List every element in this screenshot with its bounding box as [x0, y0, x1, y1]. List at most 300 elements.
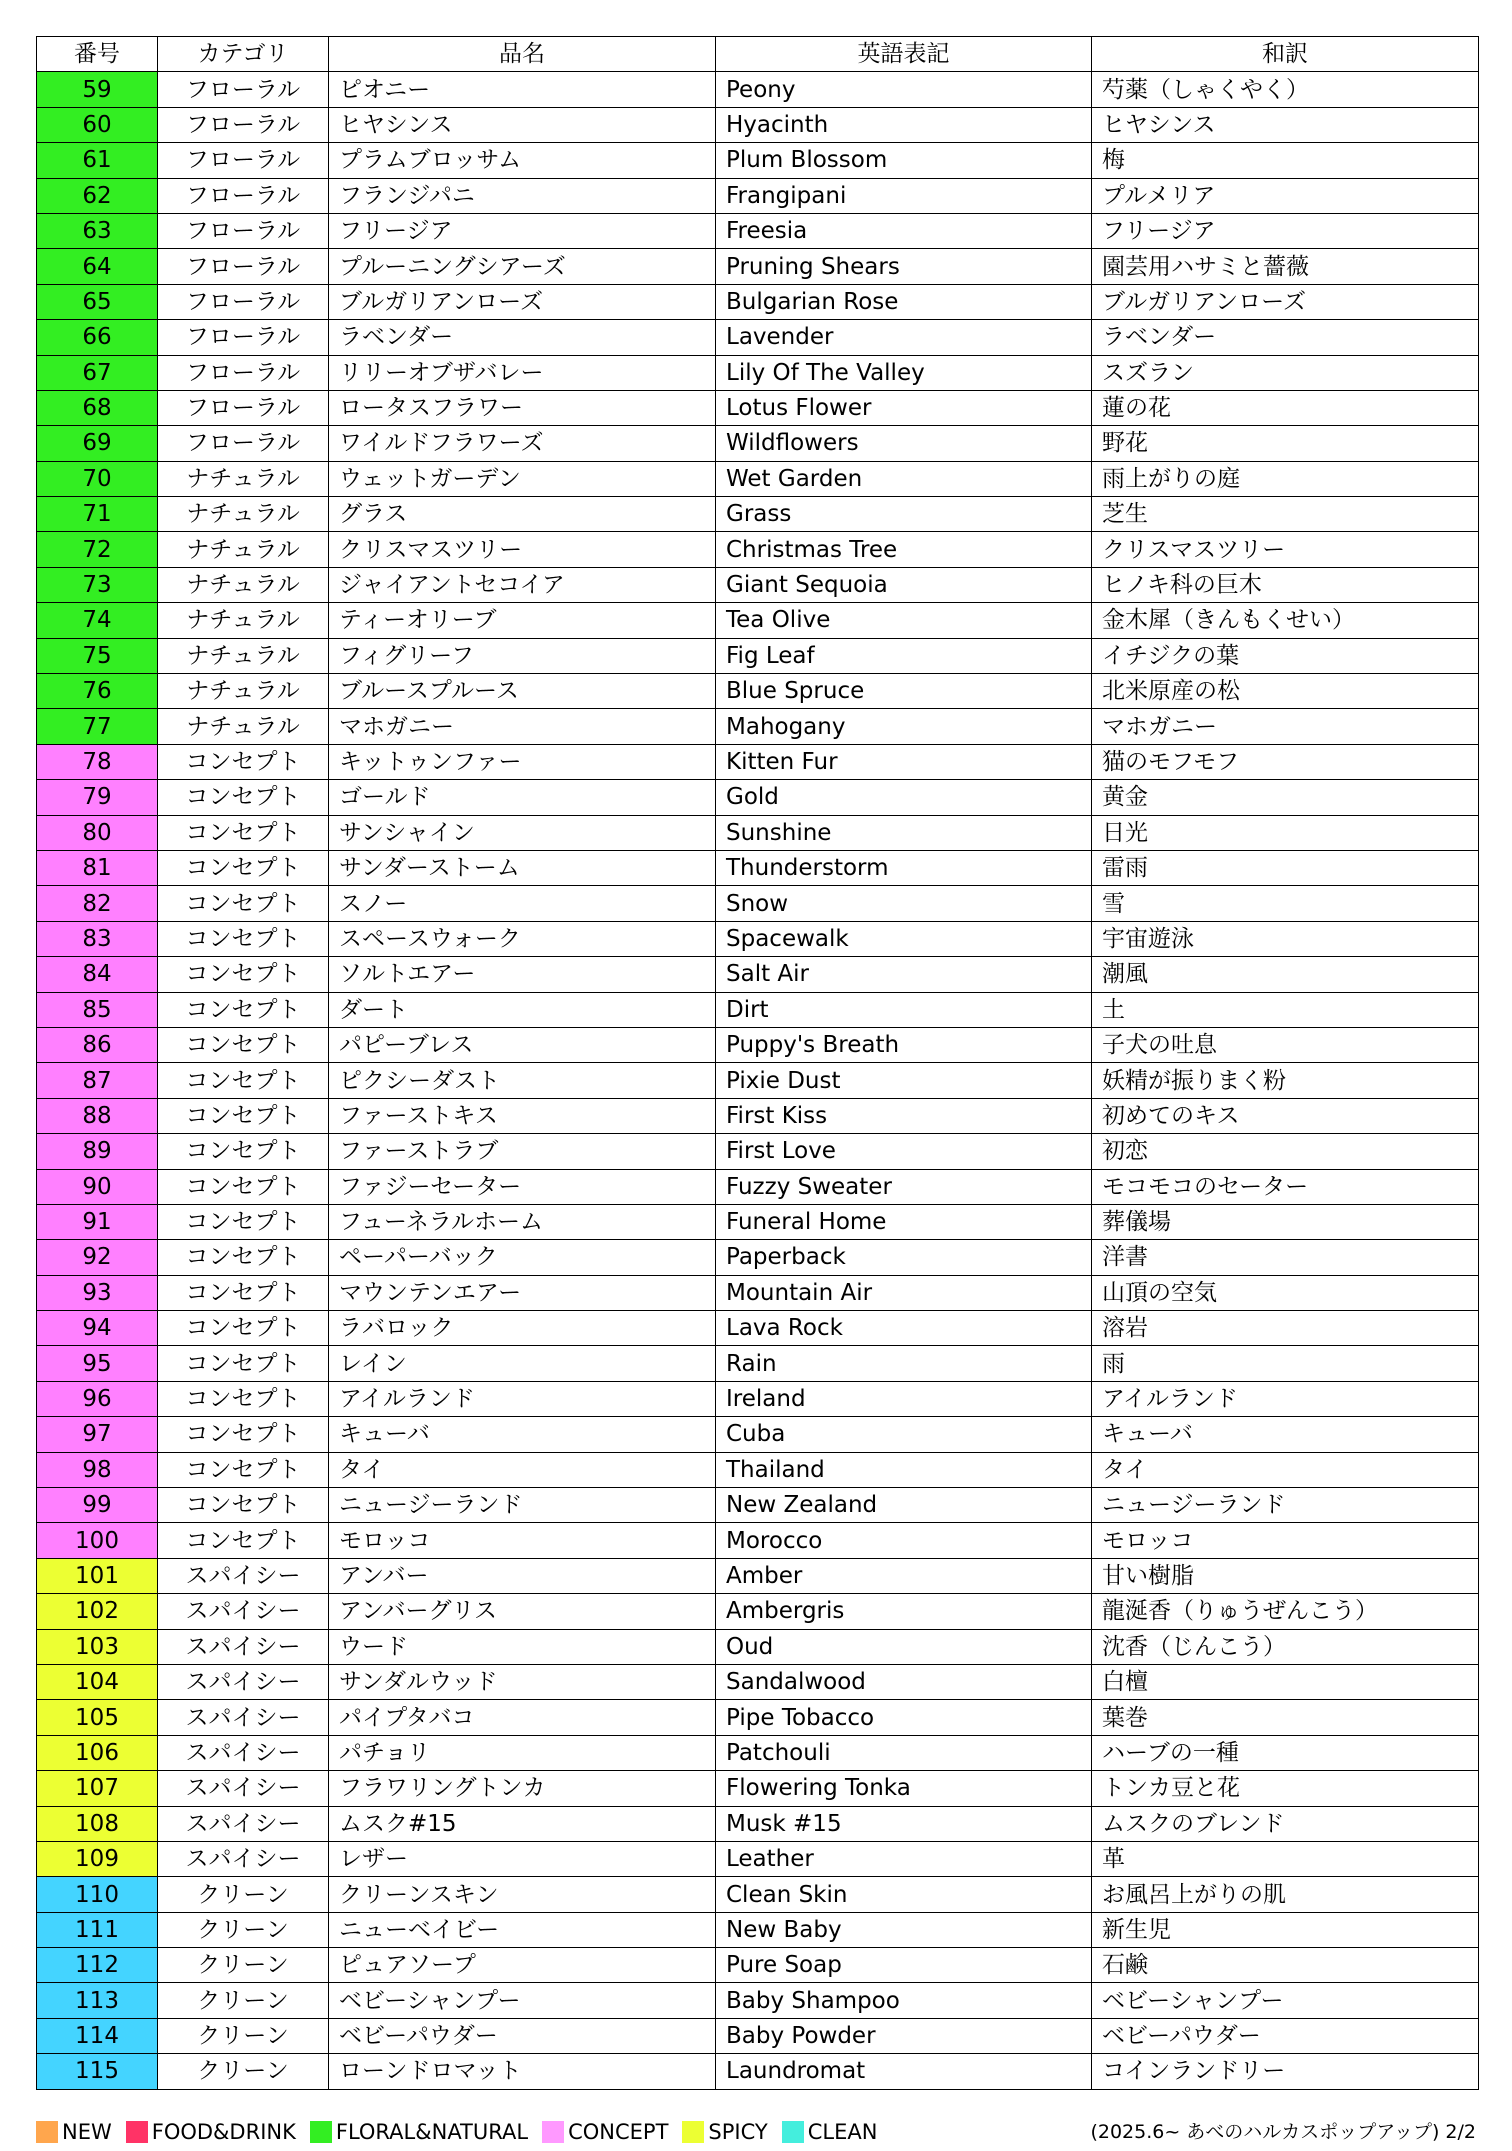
cell-category: スパイシー: [158, 1664, 329, 1699]
cell-category: コンセプト: [158, 1311, 329, 1346]
cell-category: スパイシー: [158, 1700, 329, 1735]
legend-label: SPICY: [708, 2120, 768, 2144]
cell-english-name: Laundromat: [716, 2054, 1092, 2089]
cell-category: フローラル: [158, 320, 329, 355]
cell-number: 64: [37, 249, 158, 284]
cell-product-name: サンシャイン: [329, 815, 716, 850]
cell-product-name: ベビーシャンプー: [329, 1983, 716, 2018]
cell-product-name: クリスマスツリー: [329, 532, 716, 567]
footer-note: (2025.6~ あべのハルカスポップアップ) 2/2: [1090, 2121, 1476, 2143]
cell-category: コンセプト: [158, 1098, 329, 1133]
cell-category: クリーン: [158, 2054, 329, 2089]
legend-label: FOOD&DRINK: [151, 2120, 296, 2144]
cell-category: フローラル: [158, 284, 329, 319]
cell-number: 110: [37, 1877, 158, 1912]
cell-japanese-translation: 芍薬（しゃくやく）: [1092, 72, 1479, 107]
cell-product-name: ロータスフラワー: [329, 390, 716, 425]
cell-product-name: ダート: [329, 992, 716, 1027]
cell-product-name: パチョリ: [329, 1735, 716, 1770]
cell-product-name: キューバ: [329, 1417, 716, 1452]
cell-japanese-translation: 梅: [1092, 143, 1479, 178]
cell-english-name: Puppy's Breath: [716, 1027, 1092, 1062]
table-row: [37, 355, 1479, 390]
table-row: [37, 1629, 1479, 1664]
cell-product-name: アイルランド: [329, 1381, 716, 1416]
table-row: [37, 850, 1479, 885]
cell-japanese-translation: お風呂上がりの肌: [1092, 1877, 1479, 1912]
cell-english-name: Funeral Home: [716, 1204, 1092, 1239]
cell-english-name: Wet Garden: [716, 461, 1092, 496]
cell-category: ナチュラル: [158, 603, 329, 638]
cell-number: 72: [37, 532, 158, 567]
cell-english-name: New Zealand: [716, 1488, 1092, 1523]
table-row: [37, 178, 1479, 213]
cell-japanese-translation: スズラン: [1092, 355, 1479, 390]
cell-english-name: Flowering Tonka: [716, 1771, 1092, 1806]
cell-english-name: Blue Spruce: [716, 674, 1092, 709]
cell-number: 105: [37, 1700, 158, 1735]
cell-product-name: フィグリーフ: [329, 638, 716, 673]
cell-japanese-translation: モロッコ: [1092, 1523, 1479, 1558]
cell-product-name: ベビーパウダー: [329, 2018, 716, 2053]
cell-product-name: ペーパーバック: [329, 1240, 716, 1275]
cell-category: コンセプト: [158, 921, 329, 956]
cell-category: クリーン: [158, 2018, 329, 2053]
cell-japanese-translation: 雷雨: [1092, 850, 1479, 885]
table-row: [37, 284, 1479, 319]
table-row: [37, 1912, 1479, 1947]
cell-japanese-translation: ムスクのブレンド: [1092, 1806, 1479, 1841]
legend-swatch: [782, 2121, 804, 2143]
table-row: [37, 921, 1479, 956]
cell-english-name: Pipe Tobacco: [716, 1700, 1092, 1735]
cell-number: 70: [37, 461, 158, 496]
cell-category: フローラル: [158, 72, 329, 107]
cell-english-name: Pixie Dust: [716, 1063, 1092, 1098]
cell-english-name: Fuzzy Sweater: [716, 1169, 1092, 1204]
cell-product-name: ラバロック: [329, 1311, 716, 1346]
table-row: [37, 107, 1479, 142]
table-row: [37, 1948, 1479, 1983]
cell-category: フローラル: [158, 107, 329, 142]
legend-item: [782, 2118, 878, 2146]
cell-number: 65: [37, 284, 158, 319]
cell-category: フローラル: [158, 178, 329, 213]
cell-product-name: ニューベイビー: [329, 1912, 716, 1947]
cell-product-name: ピオニー: [329, 72, 716, 107]
cell-product-name: スペースウォーク: [329, 921, 716, 956]
cell-number: 93: [37, 1275, 158, 1310]
cell-number: 80: [37, 815, 158, 850]
cell-number: 102: [37, 1594, 158, 1629]
cell-number: 113: [37, 1983, 158, 2018]
cell-japanese-translation: コインランドリー: [1092, 2054, 1479, 2089]
cell-japanese-translation: 石鹸: [1092, 1948, 1479, 1983]
cell-japanese-translation: トンカ豆と花: [1092, 1771, 1479, 1806]
cell-japanese-translation: プルメリア: [1092, 178, 1479, 213]
cell-japanese-translation: 子犬の吐息: [1092, 1027, 1479, 1062]
cell-category: クリーン: [158, 1983, 329, 2018]
cell-category: コンセプト: [158, 1488, 329, 1523]
cell-english-name: Bulgarian Rose: [716, 284, 1092, 319]
table-row: [37, 886, 1479, 921]
cell-category: コンセプト: [158, 1134, 329, 1169]
table-row: [37, 1275, 1479, 1310]
cell-number: 101: [37, 1558, 158, 1593]
cell-product-name: プルーニングシアーズ: [329, 249, 716, 284]
cell-japanese-translation: 初めてのキス: [1092, 1098, 1479, 1133]
cell-product-name: サンダルウッド: [329, 1664, 716, 1699]
cell-japanese-translation: 沈香（じんこう）: [1092, 1629, 1479, 1664]
table-row: [37, 72, 1479, 107]
cell-product-name: クリーンスキン: [329, 1877, 716, 1912]
table-row: [37, 1204, 1479, 1239]
cell-number: 67: [37, 355, 158, 390]
table-row: [37, 320, 1479, 355]
cell-category: コンセプト: [158, 886, 329, 921]
table-row: [37, 1700, 1479, 1735]
cell-english-name: Mahogany: [716, 709, 1092, 744]
cell-japanese-translation: 金木犀（きんもくせい）: [1092, 603, 1479, 638]
cell-number: 84: [37, 957, 158, 992]
cell-product-name: ニュージーランド: [329, 1488, 716, 1523]
cell-english-name: Morocco: [716, 1523, 1092, 1558]
table-row: [37, 1735, 1479, 1770]
legend-label: NEW: [62, 2120, 112, 2144]
cell-japanese-translation: ニュージーランド: [1092, 1488, 1479, 1523]
cell-category: スパイシー: [158, 1735, 329, 1770]
cell-product-name: ブルガリアンローズ: [329, 284, 716, 319]
cell-english-name: Kitten Fur: [716, 744, 1092, 779]
cell-product-name: ファーストラブ: [329, 1134, 716, 1169]
cell-english-name: Lava Rock: [716, 1311, 1092, 1346]
cell-category: スパイシー: [158, 1629, 329, 1664]
table-row: [37, 1452, 1479, 1487]
cell-product-name: タイ: [329, 1452, 716, 1487]
cell-product-name: ラベンダー: [329, 320, 716, 355]
cell-english-name: Lily Of The Valley: [716, 355, 1092, 390]
cell-japanese-translation: ハーブの一種: [1092, 1735, 1479, 1770]
table-row: [37, 638, 1479, 673]
table-row: [37, 390, 1479, 425]
cell-english-name: Pruning Shears: [716, 249, 1092, 284]
cell-number: 59: [37, 72, 158, 107]
cell-number: 96: [37, 1381, 158, 1416]
legend-item: [310, 2118, 528, 2146]
cell-japanese-translation: ベビーシャンプー: [1092, 1983, 1479, 2018]
cell-english-name: Spacewalk: [716, 921, 1092, 956]
table-row: [37, 1346, 1479, 1381]
cell-english-name: Peony: [716, 72, 1092, 107]
cell-category: フローラル: [158, 355, 329, 390]
cell-japanese-translation: 葉巻: [1092, 1700, 1479, 1735]
cell-english-name: Leather: [716, 1841, 1092, 1876]
cell-number: 112: [37, 1948, 158, 1983]
table-row: [37, 1134, 1479, 1169]
cell-category: ナチュラル: [158, 497, 329, 532]
table-row: [37, 1983, 1479, 2018]
legend-swatch: [126, 2121, 148, 2143]
legend-label: CONCEPT: [568, 2120, 669, 2144]
cell-product-name: パイプタバコ: [329, 1700, 716, 1735]
cell-category: スパイシー: [158, 1806, 329, 1841]
cell-number: 63: [37, 213, 158, 248]
cell-category: フローラル: [158, 426, 329, 461]
cell-number: 82: [37, 886, 158, 921]
cell-category: コンセプト: [158, 1275, 329, 1310]
cell-english-name: Plum Blossom: [716, 143, 1092, 178]
cell-number: 69: [37, 426, 158, 461]
cell-japanese-translation: 初恋: [1092, 1134, 1479, 1169]
cell-number: 73: [37, 567, 158, 602]
cell-category: ナチュラル: [158, 461, 329, 496]
cell-product-name: ウード: [329, 1629, 716, 1664]
cell-product-name: マウンテンエアー: [329, 1275, 716, 1310]
cell-number: 99: [37, 1488, 158, 1523]
cell-english-name: Thunderstorm: [716, 850, 1092, 885]
cell-product-name: スノー: [329, 886, 716, 921]
cell-category: クリーン: [158, 1948, 329, 1983]
cell-japanese-translation: 新生児: [1092, 1912, 1479, 1947]
cell-category: コンセプト: [158, 957, 329, 992]
cell-japanese-translation: 雨: [1092, 1346, 1479, 1381]
header-japanese-translation: 和訳: [1092, 37, 1479, 72]
table-row: [37, 957, 1479, 992]
cell-english-name: Sunshine: [716, 815, 1092, 850]
cell-category: クリーン: [158, 1877, 329, 1912]
table-row: [37, 1488, 1479, 1523]
cell-product-name: ムスク#15: [329, 1806, 716, 1841]
cell-japanese-translation: 園芸用ハサミと薔薇: [1092, 249, 1479, 284]
legend-item: [36, 2118, 112, 2146]
cell-category: スパイシー: [158, 1841, 329, 1876]
cell-category: スパイシー: [158, 1594, 329, 1629]
table-row: [37, 992, 1479, 1027]
cell-number: 94: [37, 1311, 158, 1346]
table-row: [37, 1594, 1479, 1629]
cell-product-name: ジャイアントセコイア: [329, 567, 716, 602]
cell-japanese-translation: イチジクの葉: [1092, 638, 1479, 673]
cell-english-name: Pure Soap: [716, 1948, 1092, 1983]
cell-category: クリーン: [158, 1912, 329, 1947]
cell-product-name: プラムブロッサム: [329, 143, 716, 178]
cell-english-name: Christmas Tree: [716, 532, 1092, 567]
table-row: [37, 674, 1479, 709]
cell-english-name: Lavender: [716, 320, 1092, 355]
cell-category: フローラル: [158, 249, 329, 284]
cell-english-name: Gold: [716, 780, 1092, 815]
table-row: [37, 1381, 1479, 1416]
cell-japanese-translation: 黄金: [1092, 780, 1479, 815]
cell-japanese-translation: 日光: [1092, 815, 1479, 850]
cell-number: 66: [37, 320, 158, 355]
cell-product-name: ヒヤシンス: [329, 107, 716, 142]
legend-item: [542, 2118, 668, 2146]
cell-number: 77: [37, 709, 158, 744]
cell-product-name: フリージア: [329, 213, 716, 248]
cell-number: 115: [37, 2054, 158, 2089]
cell-number: 90: [37, 1169, 158, 1204]
cell-number: 106: [37, 1735, 158, 1770]
cell-japanese-translation: 芝生: [1092, 497, 1479, 532]
cell-japanese-translation: 猫のモフモフ: [1092, 744, 1479, 779]
cell-product-name: アンバーグリス: [329, 1594, 716, 1629]
cell-english-name: Patchouli: [716, 1735, 1092, 1770]
cell-english-name: Dirt: [716, 992, 1092, 1027]
cell-number: 95: [37, 1346, 158, 1381]
cell-english-name: Musk #15: [716, 1806, 1092, 1841]
table-row: [37, 603, 1479, 638]
table-row: [37, 815, 1479, 850]
cell-number: 62: [37, 178, 158, 213]
cell-english-name: Paperback: [716, 1240, 1092, 1275]
table-row: [37, 1027, 1479, 1062]
cell-number: 89: [37, 1134, 158, 1169]
table-body: [37, 72, 1479, 2089]
cell-category: ナチュラル: [158, 567, 329, 602]
cell-english-name: Rain: [716, 1346, 1092, 1381]
table-row: [37, 1098, 1479, 1133]
cell-number: 103: [37, 1629, 158, 1664]
cell-product-name: ピュアソープ: [329, 1948, 716, 1983]
cell-product-name: パピーブレス: [329, 1027, 716, 1062]
header-number: 番号: [37, 37, 158, 72]
legend-item: [682, 2118, 767, 2146]
cell-english-name: Giant Sequoia: [716, 567, 1092, 602]
cell-product-name: ピクシーダスト: [329, 1063, 716, 1098]
header-category: カテゴリ: [158, 37, 329, 72]
cell-japanese-translation: ラベンダー: [1092, 320, 1479, 355]
cell-category: フローラル: [158, 143, 329, 178]
cell-japanese-translation: 潮風: [1092, 957, 1479, 992]
cell-number: 91: [37, 1204, 158, 1239]
cell-number: 111: [37, 1912, 158, 1947]
cell-product-name: フラワリングトンカ: [329, 1771, 716, 1806]
table-row: [37, 249, 1479, 284]
cell-number: 109: [37, 1841, 158, 1876]
cell-number: 104: [37, 1664, 158, 1699]
cell-number: 86: [37, 1027, 158, 1062]
cell-japanese-translation: ベビーパウダー: [1092, 2018, 1479, 2053]
cell-product-name: フランジパニ: [329, 178, 716, 213]
cell-japanese-translation: 土: [1092, 992, 1479, 1027]
cell-category: コンセプト: [158, 1452, 329, 1487]
cell-category: コンセプト: [158, 1381, 329, 1416]
table-row: [37, 1771, 1479, 1806]
table-row: [37, 709, 1479, 744]
cell-number: 68: [37, 390, 158, 425]
cell-japanese-translation: 龍涎香（りゅうぜんこう）: [1092, 1594, 1479, 1629]
cell-japanese-translation: 洋書: [1092, 1240, 1479, 1275]
cell-japanese-translation: 山頂の空気: [1092, 1275, 1479, 1310]
cell-japanese-translation: 北米原産の松: [1092, 674, 1479, 709]
cell-english-name: Baby Shampoo: [716, 1983, 1092, 2018]
table-row: [37, 426, 1479, 461]
cell-number: 81: [37, 850, 158, 885]
cell-number: 100: [37, 1523, 158, 1558]
legend-swatch: [310, 2121, 332, 2143]
cell-japanese-translation: ブルガリアンローズ: [1092, 284, 1479, 319]
table-row: [37, 2054, 1479, 2089]
cell-english-name: Cuba: [716, 1417, 1092, 1452]
cell-category: スパイシー: [158, 1771, 329, 1806]
cell-japanese-translation: 白檀: [1092, 1664, 1479, 1699]
table-row: [37, 1877, 1479, 1912]
cell-english-name: Grass: [716, 497, 1092, 532]
cell-product-name: ブルースプルース: [329, 674, 716, 709]
cell-category: コンセプト: [158, 1063, 329, 1098]
fragrance-table: [36, 36, 1479, 2090]
cell-english-name: New Baby: [716, 1912, 1092, 1947]
cell-number: 76: [37, 674, 158, 709]
legend-label: CLEAN: [807, 2120, 878, 2144]
cell-category: フローラル: [158, 213, 329, 248]
cell-category: ナチュラル: [158, 709, 329, 744]
table-row: [37, 532, 1479, 567]
legend-label: FLORAL&NATURAL: [335, 2120, 529, 2144]
cell-product-name: レザー: [329, 1841, 716, 1876]
cell-number: 87: [37, 1063, 158, 1098]
cell-product-name: リリーオブザバレー: [329, 355, 716, 390]
cell-japanese-translation: 妖精が振りまく粉: [1092, 1063, 1479, 1098]
table-row: [37, 143, 1479, 178]
header-product-name: 品名: [329, 37, 716, 72]
cell-category: コンセプト: [158, 815, 329, 850]
cell-japanese-translation: アイルランド: [1092, 1381, 1479, 1416]
cell-product-name: ソルトエアー: [329, 957, 716, 992]
cell-number: 114: [37, 2018, 158, 2053]
cell-japanese-translation: マホガニー: [1092, 709, 1479, 744]
cell-category: コンセプト: [158, 1240, 329, 1275]
cell-english-name: Baby Powder: [716, 2018, 1092, 2053]
cell-english-name: First Love: [716, 1134, 1092, 1169]
cell-japanese-translation: 宇宙遊泳: [1092, 921, 1479, 956]
cell-product-name: サンダーストーム: [329, 850, 716, 885]
cell-category: コンセプト: [158, 1346, 329, 1381]
cell-english-name: Thailand: [716, 1452, 1092, 1487]
cell-product-name: ワイルドフラワーズ: [329, 426, 716, 461]
cell-number: 88: [37, 1098, 158, 1133]
cell-number: 83: [37, 921, 158, 956]
table-row: [37, 1523, 1479, 1558]
cell-english-name: Wildflowers: [716, 426, 1092, 461]
cell-product-name: ティーオリーブ: [329, 603, 716, 638]
cell-product-name: モロッコ: [329, 1523, 716, 1558]
cell-english-name: Hyacinth: [716, 107, 1092, 142]
table-row: [37, 1063, 1479, 1098]
cell-japanese-translation: 葬儀場: [1092, 1204, 1479, 1239]
cell-number: 61: [37, 143, 158, 178]
cell-number: 71: [37, 497, 158, 532]
cell-english-name: First Kiss: [716, 1098, 1092, 1133]
cell-english-name: Mountain Air: [716, 1275, 1092, 1310]
cell-number: 97: [37, 1417, 158, 1452]
cell-japanese-translation: モコモコのセーター: [1092, 1169, 1479, 1204]
cell-english-name: Amber: [716, 1558, 1092, 1593]
cell-number: 92: [37, 1240, 158, 1275]
table-row: [37, 2018, 1479, 2053]
table-row: [37, 744, 1479, 779]
cell-product-name: マホガニー: [329, 709, 716, 744]
cell-product-name: グラス: [329, 497, 716, 532]
cell-category: コンセプト: [158, 744, 329, 779]
cell-category: コンセプト: [158, 992, 329, 1027]
cell-english-name: Freesia: [716, 213, 1092, 248]
cell-japanese-translation: キューバ: [1092, 1417, 1479, 1452]
table-row: [37, 1558, 1479, 1593]
cell-category: スパイシー: [158, 1558, 329, 1593]
cell-english-name: Sandalwood: [716, 1664, 1092, 1699]
